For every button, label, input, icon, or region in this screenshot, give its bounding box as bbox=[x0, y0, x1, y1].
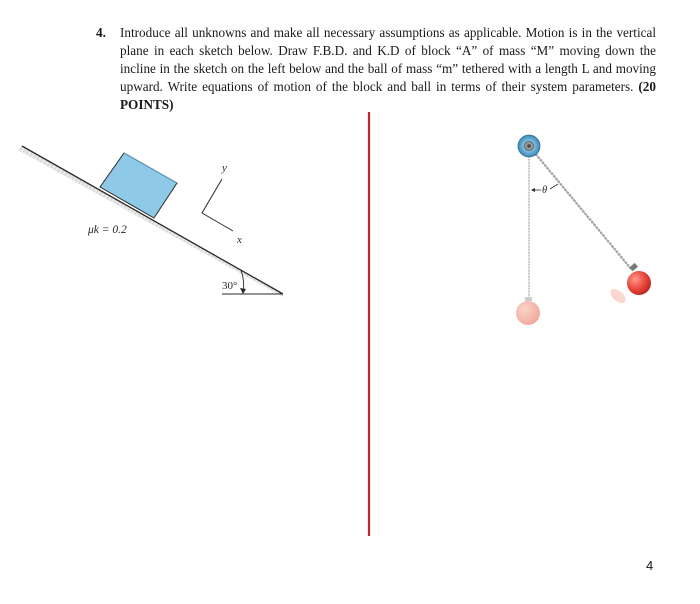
theta-arrow-right bbox=[550, 184, 558, 189]
block-a bbox=[100, 153, 177, 218]
problem-text: Introduce all unknowns and make all necessary assumptions as applicable. Motion is in the vertical plane in each sketch below. Draw F.B.D. and K.D of block “A” of mass “M” moving down the incline in the sketch on the left below and the ball of mass “m” tethered with a length L and moving upward. Write equations of motion of the block and ball in terms of their system parameters. bbox=[120, 25, 656, 94]
page-number: 4 bbox=[646, 558, 654, 573]
pendulum-figure bbox=[516, 135, 651, 325]
incline-surface bbox=[22, 146, 283, 294]
coordinate-axes bbox=[202, 179, 233, 231]
motion-blur bbox=[608, 286, 628, 305]
incline-figure bbox=[18, 146, 283, 297]
problem-points: (20 POINTS) bbox=[120, 79, 656, 112]
problem-number: 4. bbox=[96, 25, 106, 40]
pendulum-string-core bbox=[529, 146, 632, 270]
theta-arrowhead bbox=[531, 188, 535, 192]
ball-reference-position bbox=[516, 301, 540, 325]
angle-label: 30° bbox=[222, 280, 238, 292]
ball-m bbox=[627, 271, 651, 295]
pivot-pin bbox=[527, 144, 531, 148]
ball-cap bbox=[629, 263, 638, 271]
axis-x-label: x bbox=[237, 234, 242, 246]
ball-reference-cap bbox=[525, 297, 532, 301]
friction-label: μk = 0.2 bbox=[88, 224, 127, 236]
theta-label: θ bbox=[542, 185, 548, 196]
axis-y-label: y bbox=[222, 162, 227, 174]
angle-arrowhead bbox=[240, 288, 246, 294]
